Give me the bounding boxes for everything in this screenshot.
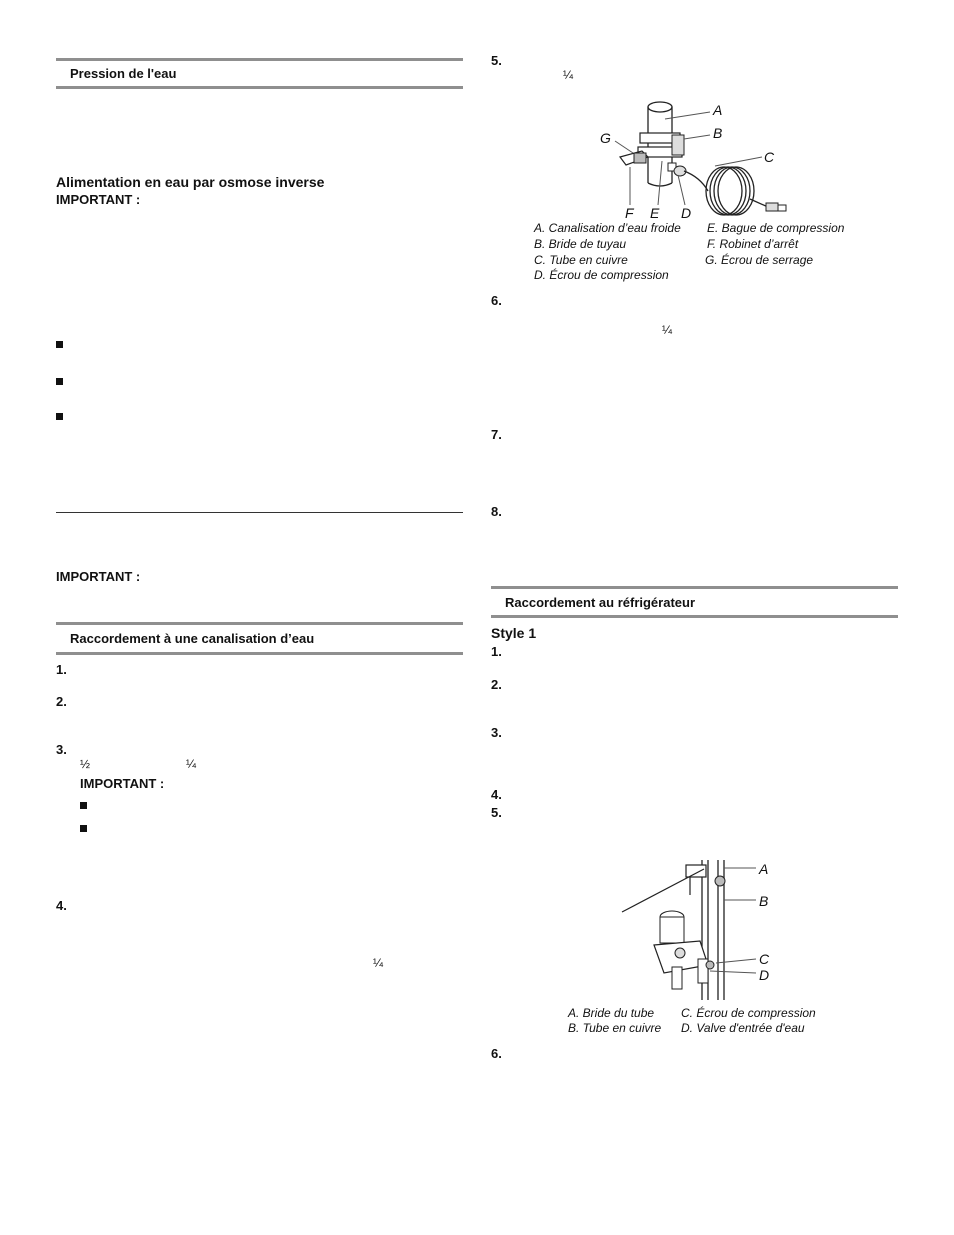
bullet-2: [56, 378, 63, 385]
step3-fraction-quarter: ¼: [186, 757, 197, 771]
water-line-section-header: [56, 622, 463, 655]
step-2: 2.: [56, 694, 67, 709]
bullet-4: [80, 802, 87, 809]
fig2-caption-b: B. Tube en cuivre: [568, 1021, 662, 1035]
fridge-section-title: Raccordement au réfrigérateur: [505, 594, 696, 610]
style-step-2: 2.: [491, 677, 502, 692]
water-pressure-title: Pression de l'eau: [70, 66, 177, 81]
bullet-1: [56, 341, 63, 348]
fig1-caption-d: D. Écrou de compression: [534, 268, 669, 282]
step-3: 3.: [56, 742, 67, 757]
style-step-4: 4.: [491, 787, 502, 802]
fig2-label-c: C: [759, 951, 770, 967]
step-5: 5.: [491, 53, 502, 68]
important-label-2: IMPORTANT :: [56, 569, 141, 584]
fig2-caption-d: D. Valve d'entrée d'eau: [681, 1021, 805, 1035]
fig2-label-a: A: [759, 861, 769, 877]
bullet-3: [56, 413, 63, 420]
step-1: 1.: [56, 662, 67, 677]
fig1-label-e: E: [650, 205, 660, 221]
step-4: 4.: [56, 898, 67, 913]
important-label-1: IMPORTANT :: [56, 192, 141, 207]
fig1-caption-c: C. Tube en cuivre: [534, 253, 628, 267]
style-step-5: 5.: [491, 805, 502, 820]
fig1-caption-f: F. Robinet d’arrêt: [707, 237, 799, 251]
step5-fraction-quarter: ¼: [563, 68, 574, 82]
final-step-6: 6.: [491, 1046, 502, 1061]
style-1-heading: Style 1: [491, 625, 537, 641]
fig1-caption-e: E. Bague de compression: [707, 221, 845, 235]
step-7: 7.: [491, 427, 502, 442]
fig2-caption-a: A. Bride du tube: [568, 1006, 655, 1020]
fig2-caption-c: C. Écrou de compression: [681, 1006, 816, 1020]
fig1-caption-b: B. Bride de tuyau: [534, 237, 627, 251]
fig1-label-d: D: [681, 205, 692, 221]
inlet-valve-illustration: [620, 855, 760, 1005]
fig2-label-d: D: [759, 967, 770, 983]
bullet-5: [80, 825, 87, 832]
section-divider: [56, 512, 463, 513]
step-8: 8.: [491, 504, 502, 519]
style-step-3: 3.: [491, 725, 502, 740]
step-6: 6.: [491, 293, 502, 308]
fig1-label-a: A: [713, 102, 723, 118]
fridge-section-header: [491, 586, 898, 618]
water-pressure-section-header: [56, 58, 463, 89]
fig1-label-f: F: [625, 205, 634, 221]
style-step-1: 1.: [491, 644, 502, 659]
water-line-title: Raccordement à une canalisation d’eau: [70, 631, 315, 646]
step4-fraction-quarter: ¼: [373, 956, 384, 970]
fig1-caption-a: A. Canalisation d’eau froide: [534, 221, 681, 235]
step3-fraction-half: ½: [80, 757, 91, 771]
fig1-label-b: B: [713, 125, 723, 141]
fig2-label-b: B: [759, 893, 769, 909]
fig1-label-g: G: [600, 130, 611, 146]
important-label-3: IMPORTANT :: [80, 776, 165, 791]
step6-fraction-quarter: ¼: [662, 323, 673, 337]
fig1-caption-g: G. Écrou de serrage: [705, 253, 814, 267]
fig1-label-c: C: [764, 149, 775, 165]
ro-heading: Alimentation en eau par osmose inverse: [56, 174, 325, 190]
